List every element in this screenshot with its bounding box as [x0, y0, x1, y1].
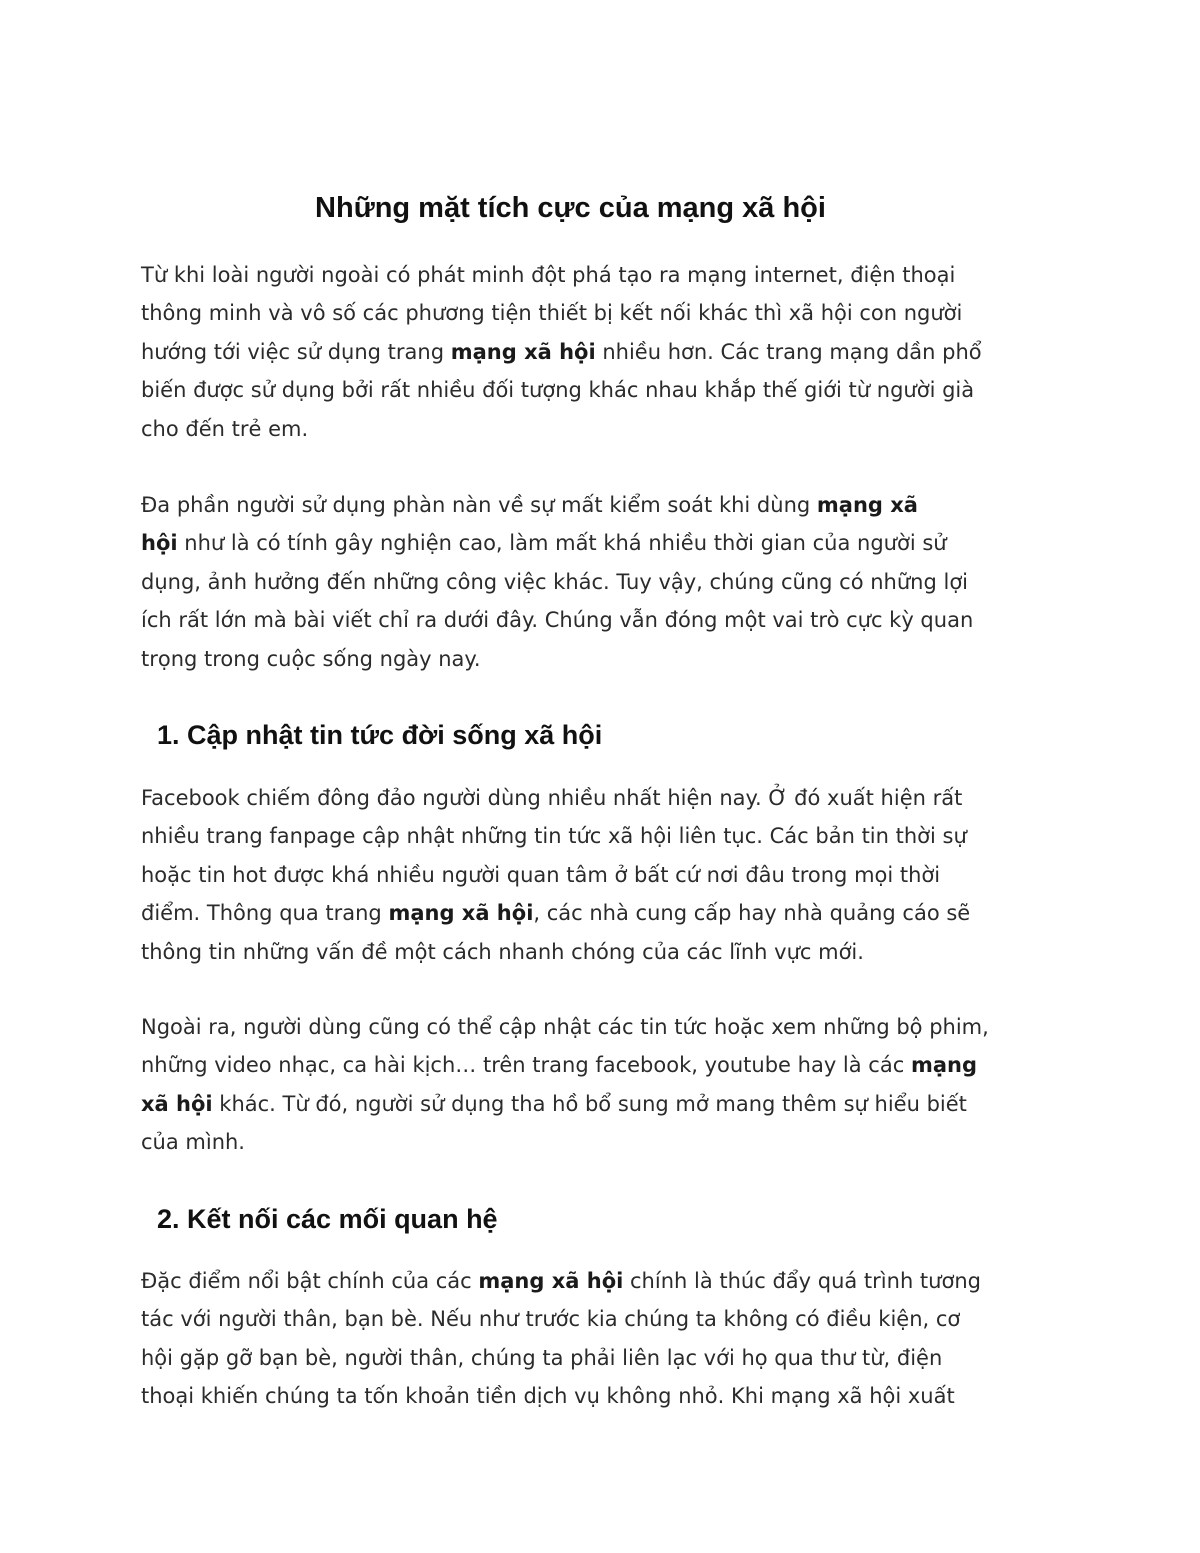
text-line: trọng trong cuộc sống ngày nay.: [141, 646, 481, 671]
keyword-link: mạng: [910, 1053, 977, 1078]
text-line: Từ khi loài người ngoài có phát minh đột phá tạo ra mạng internet, điện thoại: [141, 263, 956, 287]
text-line: ích rất lớn mà bài viết chỉ ra dưới đây. Chúng vẫn đóng một vai trò cực kỳ quan: [141, 608, 974, 633]
text-line: Facebook chiếm đông đảo người dùng nhiều nhất hiện nay. Ở đó xuất hiện rất: [141, 786, 963, 810]
text-line: hội gặp gỡ bạn bè, người thân, chúng ta phải liên lạc với họ qua thư từ, điện: [141, 1345, 943, 1370]
text-line: Ngoài ra, người dùng cũng có thể cập nhật các tin tức hoặc xem những bộ phim,: [141, 1015, 989, 1039]
text-fragment: chính là thúc đẩy quá trình tương: [623, 1269, 981, 1293]
text-fragment: như là có tính gây nghiện cao, làm mất khá nhiều thời gian của người sử: [177, 531, 947, 556]
keyword-link: mạng xã hội: [450, 339, 596, 364]
text-line: cho đến trẻ em.: [141, 416, 309, 441]
text-fragment: những video nhạc, ca hài kịch… trên trang facebook, youtube hay là các: [141, 1053, 911, 1078]
text-fragment: Đặc điểm nổi bật chính của các: [141, 1269, 479, 1293]
text-line: [141, 1262, 981, 1300]
text-line: nhiều trang fanpage cập nhật những tin tức xã hội liên tục. Các bản tin thời sự: [141, 824, 967, 849]
section-1-paragraph-1: [141, 779, 970, 971]
text-fragment: , các nhà cung cấp hay nhà quảng cáo sẽ: [533, 901, 971, 926]
text-line: thông tin những vấn đề một cách nhanh chóng của các lĩnh vực mới.: [141, 939, 864, 964]
text-fragment: hướng tới việc sử dụng trang: [141, 339, 451, 364]
intro-paragraph-1: [141, 256, 982, 448]
text-line: dụng, ảnh hưởng đến những công việc khác. Tuy vậy, chúng cũng có những lợi: [141, 569, 969, 594]
text-line: [141, 524, 973, 562]
text-fragment: điểm. Thông qua trang: [141, 901, 389, 926]
text-line: [141, 894, 970, 932]
document-title: Những mặt tích cực của mạng xã hội: [315, 192, 826, 224]
text-fragment: Đa phần người sử dụng phàn nàn về sự mất kiểm soát khi dùng: [141, 493, 817, 517]
text-line: thông minh và vô số các phương tiện thiết bị kết nối khác thì xã hội con người: [141, 301, 963, 326]
intro-paragraph-2: [141, 486, 973, 678]
text-fragment: khác. Từ đó, người sử dụng tha hồ bổ sung mở mang thêm sự hiểu biết: [212, 1091, 967, 1116]
text-line: của mình.: [141, 1130, 245, 1155]
keyword-link: mạng xã hội: [478, 1269, 624, 1293]
section-heading-1: 1. Cập nhật tin tức đời sống xã hội: [157, 720, 603, 750]
text-line: [141, 333, 982, 371]
section-2-paragraph-1: [141, 1262, 981, 1416]
keyword-link: hội: [141, 531, 178, 556]
text-line: [141, 486, 973, 524]
keyword-link: xã hội: [141, 1091, 213, 1116]
text-line: tác với người thân, bạn bè. Nếu như trước kia chúng ta không có điều kiện, cơ: [141, 1307, 961, 1332]
text-line: [141, 1046, 989, 1084]
text-line: [141, 1085, 989, 1123]
keyword-link: mạng xã: [816, 493, 918, 517]
keyword-link: mạng xã hội: [388, 901, 534, 926]
section-1-paragraph-2: [141, 1008, 989, 1162]
text-line: thoại khiến chúng ta tốn khoản tiền dịch vụ không nhỏ. Khi mạng xã hội xuất: [141, 1384, 955, 1409]
text-line: biến được sử dụng bởi rất nhiều đối tượng khác nhau khắp thế giới từ người già: [141, 378, 975, 403]
text-line: hoặc tin hot được khá nhiều người quan tâm ở bất cứ nơi đâu trong mọi thời: [141, 862, 941, 887]
text-fragment: nhiều hơn. Các trang mạng dần phổ: [595, 339, 982, 364]
section-heading-2: 2. Kết nối các mối quan hệ: [157, 1204, 498, 1234]
